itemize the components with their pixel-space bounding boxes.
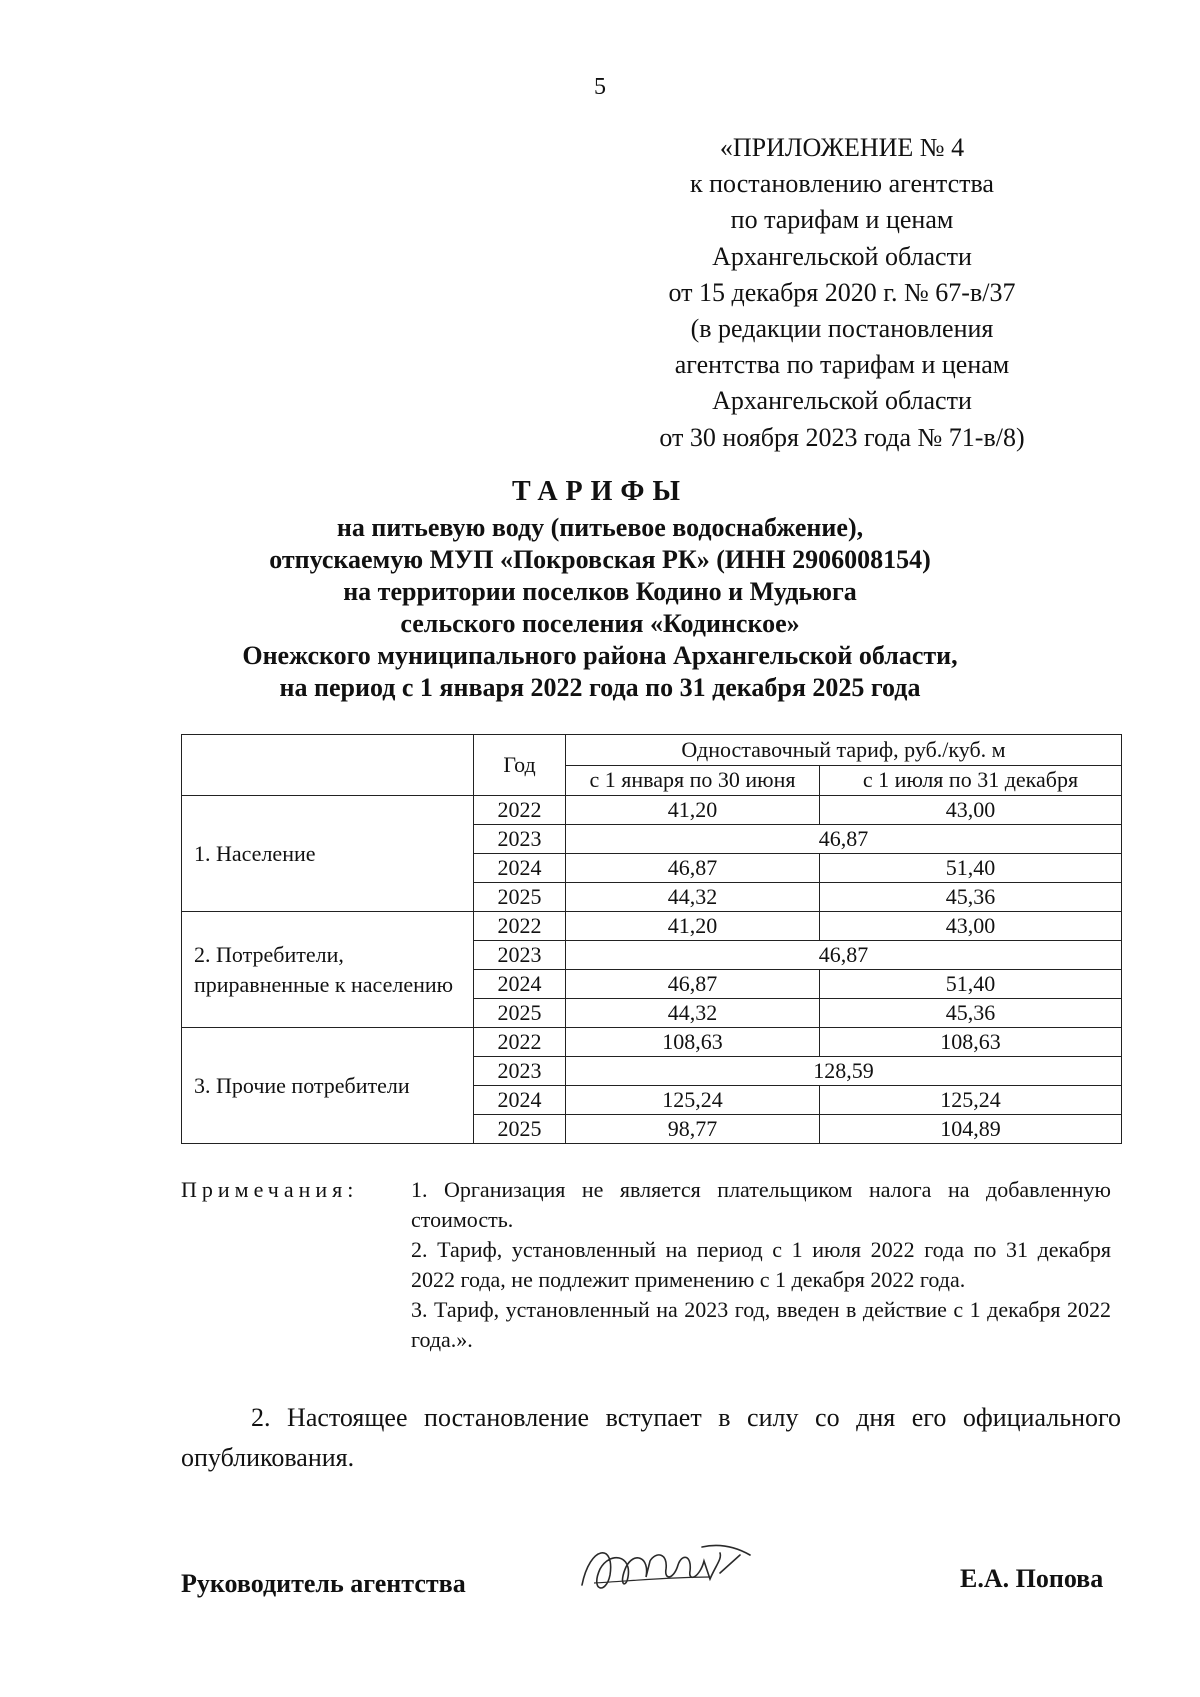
appendix-line: (в редакции постановления <box>690 314 994 344</box>
value-cell: 45,36 <box>820 883 1122 912</box>
value-cell: 98,77 <box>566 1115 820 1144</box>
appendix-line: Архангельской области <box>712 386 972 416</box>
value-cell: 108,63 <box>820 1028 1122 1057</box>
year-cell: 2023 <box>474 825 566 854</box>
note-item: 2. Тариф, установленный на период с 1 июля 2022 года по 31 декабря 2022 года, не подлежит применению с 1 декабря 2022 года. <box>411 1237 1111 1292</box>
page-number: 5 <box>594 74 606 100</box>
value-cell-merged: 46,87 <box>566 941 1122 970</box>
value-cell: 44,32 <box>566 883 820 912</box>
value-cell: 108,63 <box>566 1028 820 1057</box>
year-cell: 2024 <box>474 970 566 999</box>
value-cell: 41,20 <box>566 912 820 941</box>
appendix-line: по тарифам и ценам <box>730 205 954 235</box>
year-cell: 2023 <box>474 1057 566 1086</box>
value-cell: 41,20 <box>566 796 820 825</box>
handwritten-signature <box>570 1525 770 1605</box>
value-cell: 125,24 <box>820 1086 1122 1115</box>
title-line: на территории поселков Кодино и Мудьюга <box>343 577 857 606</box>
year-cell: 2024 <box>474 854 566 883</box>
value-cell: 45,36 <box>820 999 1122 1028</box>
year-cell: 2025 <box>474 1115 566 1144</box>
year-cell: 2025 <box>474 999 566 1028</box>
note-item: 1. Организация не является плательщиком налога на добавленную стоимость. <box>411 1177 1111 1232</box>
year-cell: 2025 <box>474 883 566 912</box>
category-cell: 2. Потребители, приравненные к населению <box>182 912 474 1028</box>
signer-role: Руководитель агентства <box>181 1569 466 1598</box>
document-title <box>100 472 1100 704</box>
table-row <box>182 912 1122 941</box>
value-cell: 44,32 <box>566 999 820 1028</box>
title-line: сельского поселения «Кодинское» <box>400 609 800 638</box>
category-cell: 1. Население <box>182 796 474 912</box>
year-cell: 2024 <box>474 1086 566 1115</box>
value-cell: 51,40 <box>820 854 1122 883</box>
table-header-blank <box>182 735 474 796</box>
effective-paragraph: 2. Настоящее постановление вступает в силу со дня его официального опубликования. <box>181 1403 1121 1472</box>
table-header-period1: с 1 января по 30 июня <box>566 765 820 796</box>
value-cell: 43,00 <box>820 912 1122 941</box>
appendix-line: «ПРИЛОЖЕНИЕ № 4 <box>719 133 965 162</box>
notes-list <box>411 1175 1111 1355</box>
year-cell: 2022 <box>474 1028 566 1057</box>
category-cell: 3. Прочие потребители <box>182 1028 474 1144</box>
value-cell: 43,00 <box>820 796 1122 825</box>
value-cell: 125,24 <box>566 1086 820 1115</box>
appendix-line: Архангельской области <box>712 241 972 271</box>
tariff-table <box>181 734 1122 1144</box>
title-line: Онежского муниципального района Архангельской области, <box>242 641 958 670</box>
year-cell: 2022 <box>474 796 566 825</box>
appendix-line: от 15 декабря 2020 г. № 67-в/37 <box>668 277 1016 307</box>
table-header-year: Год <box>474 735 566 796</box>
value-cell: 51,40 <box>820 970 1122 999</box>
table-row <box>182 1028 1122 1057</box>
value-cell-merged: 128,59 <box>566 1057 1122 1086</box>
value-cell: 46,87 <box>566 854 820 883</box>
table-row <box>182 796 1122 825</box>
value-cell: 104,89 <box>820 1115 1122 1144</box>
table-header-tariff: Одноставочный тариф, руб./куб. м <box>566 735 1122 766</box>
title-main: ТАРИФЫ <box>512 476 688 507</box>
signer-name: Е.А. Попова <box>960 1564 1104 1593</box>
appendix-header <box>612 130 1072 456</box>
table-header-period2: с 1 июля по 31 декабря <box>820 765 1122 796</box>
year-cell: 2022 <box>474 912 566 941</box>
title-line: отпускаемую МУП «Покровская РК» (ИНН 2906008154) <box>269 545 931 574</box>
appendix-line: к постановлению агентства <box>690 169 994 199</box>
title-line: на питьевую воду (питьевое водоснабжение), <box>336 513 864 542</box>
year-cell: 2023 <box>474 941 566 970</box>
value-cell-merged: 46,87 <box>566 825 1122 854</box>
value-cell: 46,87 <box>566 970 820 999</box>
notes-label: Примечания: <box>181 1177 359 1202</box>
appendix-line: агентства по тарифам и ценам <box>674 350 1010 380</box>
title-line: на период с 1 января 2022 года по 31 декабря 2025 года <box>279 673 921 702</box>
appendix-line: от 30 ноября 2023 года № 71-в/8) <box>659 422 1025 452</box>
note-item: 3. Тариф, установленный на 2023 год, введен в действие с 1 декабря 2022 года.». <box>411 1297 1111 1352</box>
